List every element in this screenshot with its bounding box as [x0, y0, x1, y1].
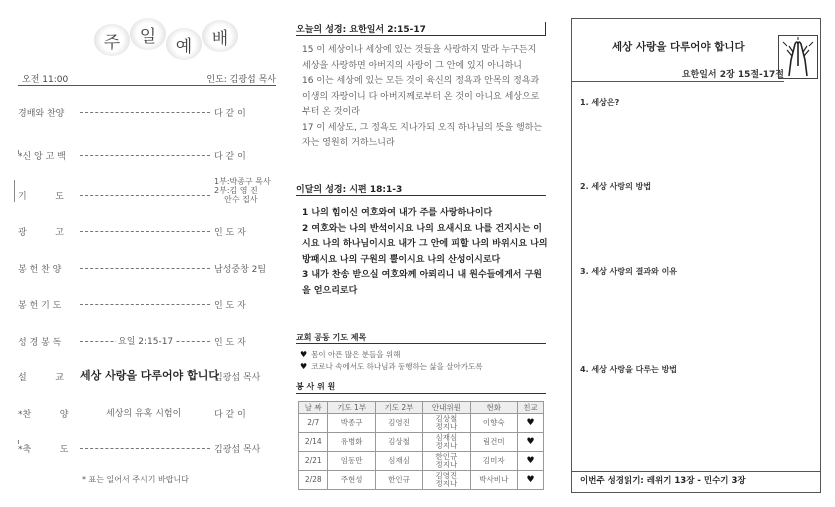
order-row: [18, 367, 276, 385]
order-label: 설 교: [18, 373, 64, 383]
prayer-item: [300, 361, 482, 373]
order-label: 봉 헌 기 도: [18, 301, 62, 311]
table-cell: 2/21: [299, 452, 328, 471]
table-cell: 2/7: [299, 414, 328, 433]
order-row: [18, 222, 276, 240]
heart-icon: ♥: [518, 414, 544, 433]
service-table: [298, 401, 544, 490]
question-4: 4. 세상 사랑을 다루는 방법: [580, 365, 678, 374]
leader-line: [80, 231, 210, 232]
order-person: 다 같 이: [214, 152, 246, 162]
table-cell: 김상철 정지나: [423, 414, 470, 433]
table-cell: 유병화: [328, 433, 375, 452]
table-row: [299, 452, 544, 471]
service-title: 봉 사 위 원: [296, 381, 546, 394]
margin-mark: [14, 180, 15, 202]
leader-line: [80, 112, 210, 113]
reading-title: 오늘의 성경: 요한일서 2:15-17: [296, 22, 546, 36]
heart-icon: ♥: [300, 350, 308, 359]
psalm-verses: [302, 206, 548, 299]
table-cell: 박종구: [328, 414, 375, 433]
order-person: 인 도 자: [214, 228, 246, 238]
table-cell: 김영진 정지나: [423, 471, 470, 490]
praying-hands-icon: [778, 35, 818, 79]
table-cell: 심재심: [375, 452, 422, 471]
order-row: [18, 404, 276, 422]
hymn-title: 세상의 유혹 시험이: [104, 406, 183, 419]
table-cell: 한인규 정지나: [423, 452, 470, 471]
table-cell: 김상철: [375, 433, 422, 452]
order-of-worship: [18, 0, 276, 507]
table-cell: 림건미: [470, 433, 517, 452]
divider: [572, 81, 784, 82]
table-row: [299, 433, 544, 452]
heart-icon: ♥: [518, 471, 544, 490]
order-row: [18, 259, 276, 277]
leader-line: [80, 195, 210, 196]
scripture-reference: 요일 2:15-17: [116, 334, 175, 347]
order-person: 다 같 이: [214, 109, 246, 119]
order-label: *축 도: [18, 445, 69, 455]
table-header-row: [299, 402, 544, 414]
order-person: 남성중창 2팀: [214, 265, 267, 275]
order-person: 김광섭 목사: [214, 373, 261, 383]
sermon-reference: 요한일서 2장 15절-17절: [681, 70, 784, 80]
table-cell: 주현성: [328, 471, 375, 490]
title-char-4: 배: [202, 20, 238, 52]
title-char-2: 일: [130, 18, 166, 50]
order-row: [18, 295, 276, 313]
prayer-text: 몸이 아픈 많은 분들을 위해: [311, 350, 401, 359]
psalm-verse: 2 여호와는 나의 반석이시요 나의 요새시요 나를 건지시는 이시요 나의 하나님이시요 내가 그 안에 피할 나의 바위시요 나의 방패시요 나의 구원의 뿔이시요 나의 산성이시로다: [302, 223, 548, 265]
table-row: [299, 471, 544, 490]
order-person: 김광섭 목사: [214, 445, 261, 455]
order-label: *찬 양: [18, 410, 69, 420]
table-cell: 심재심 정지나: [423, 433, 470, 452]
order-person: 다 같 이: [214, 410, 246, 420]
question-1: 1. 세상은?: [580, 98, 620, 107]
table-cell: 이향숙: [470, 414, 517, 433]
sermon-title: 세상 사랑을 다루어야 합니다: [80, 369, 219, 382]
heart-icon: ♥: [518, 433, 544, 452]
verse: 15 이 세상이나 세상에 있는 것들을 사랑하지 말라 누구든지 세상을 사랑하면 아버지의 사랑이 그 안에 있지 아니하니: [302, 45, 537, 71]
table-cell: 2/28: [299, 471, 328, 490]
order-row: [18, 332, 276, 350]
prayer-leaders: 1부:박종구 목사 2부:김 영 진 안수 집사: [214, 177, 271, 204]
order-person: 인 도 자: [214, 338, 246, 348]
scripture-column: [296, 0, 556, 507]
leader-line: [80, 448, 210, 449]
question-3: 3. 세상 사랑의 결과와 이유: [580, 267, 678, 276]
sermon-notes-title: 세상 사랑을 다루어야 합니다: [612, 41, 745, 53]
praying-hands-icon: [779, 36, 817, 78]
title-char-3: 예: [166, 28, 202, 60]
table-cell: 2/14: [299, 433, 328, 452]
psalm-verse: 1 나의 힘이신 여호와여 내가 주를 사랑하나이다: [302, 208, 493, 218]
question-2: 2. 세상 사랑의 방법: [580, 182, 652, 191]
weekly-reading: 이번주 성경읽기: 레위기 13장 - 민수기 3장: [580, 476, 746, 486]
order-label: 경배와 찬양: [18, 109, 65, 119]
table-header: 현화: [470, 402, 517, 414]
prayer-text: 코로나 속에서도 하나님과 동행하는 삶을 살아가도록: [311, 362, 483, 371]
table-header: 기도 2부: [375, 402, 422, 414]
order-label: *신 앙 고 백: [18, 152, 66, 162]
table-cell: 임동만: [328, 452, 375, 471]
order-label: 봉 헌 찬 양: [18, 265, 62, 275]
table-row: [299, 414, 544, 433]
standing-note: * 표는 일어서 주시기 바랍니다: [82, 475, 189, 484]
order-label: 기 도: [18, 192, 64, 202]
leader-line: [80, 155, 210, 156]
title-char-1: 주: [94, 24, 130, 56]
order-label: 광 고: [18, 228, 64, 238]
order-row: [18, 103, 276, 121]
prayer-list: [300, 349, 482, 373]
table-cell: 박사비나: [470, 471, 517, 490]
divider: [572, 471, 820, 472]
order-row: [18, 146, 276, 164]
worship-time: 오전 11:00: [22, 75, 69, 85]
table-cell: 김미자: [470, 452, 517, 471]
worship-header: [18, 70, 276, 86]
leader-line: [80, 304, 210, 305]
table-header: 기도 1부: [328, 402, 375, 414]
leader-line: [80, 268, 210, 269]
prayer-item: [300, 349, 482, 361]
verse: 17 이 세상도, 그 정욕도 지나가되 오직 하나님의 뜻을 행하는 자는 영원히 거하느니라: [302, 122, 543, 148]
psalm-verse: 3 내가 찬송 받으실 여호와께 아뢰리니 내 원수들에게서 구원을 얻으리로다: [302, 270, 542, 296]
table-header: 친교: [518, 402, 544, 414]
heart-icon: ♥: [300, 362, 308, 371]
prayer-title: 교회 공동 기도 제목: [296, 332, 546, 344]
psalm-title: 이달의 성경: 시편 18:1-3: [296, 182, 546, 196]
table-header: 날 짜: [299, 402, 328, 414]
table-cell: 한인규: [375, 471, 422, 490]
table-header: 안내위원: [423, 402, 470, 414]
sermon-notes: [571, 18, 821, 493]
heart-icon: ♥: [518, 452, 544, 471]
verse: 16 이는 세상에 있는 모든 것이 육신의 정욕과 안목의 정욕과 이생의 자랑이니 다 아버지께로부터 온 것이 아니요 세상으로부터 온 것이라: [302, 76, 540, 117]
worship-title: [80, 18, 240, 62]
table-cell: 김영진: [375, 414, 422, 433]
order-row: [18, 439, 276, 457]
order-person: 인 도 자: [214, 301, 246, 311]
worship-leader: 인도: 김광섭 목사: [206, 75, 276, 85]
order-label: 성 경 봉 독: [18, 338, 62, 348]
scripture-verses: [302, 43, 546, 152]
